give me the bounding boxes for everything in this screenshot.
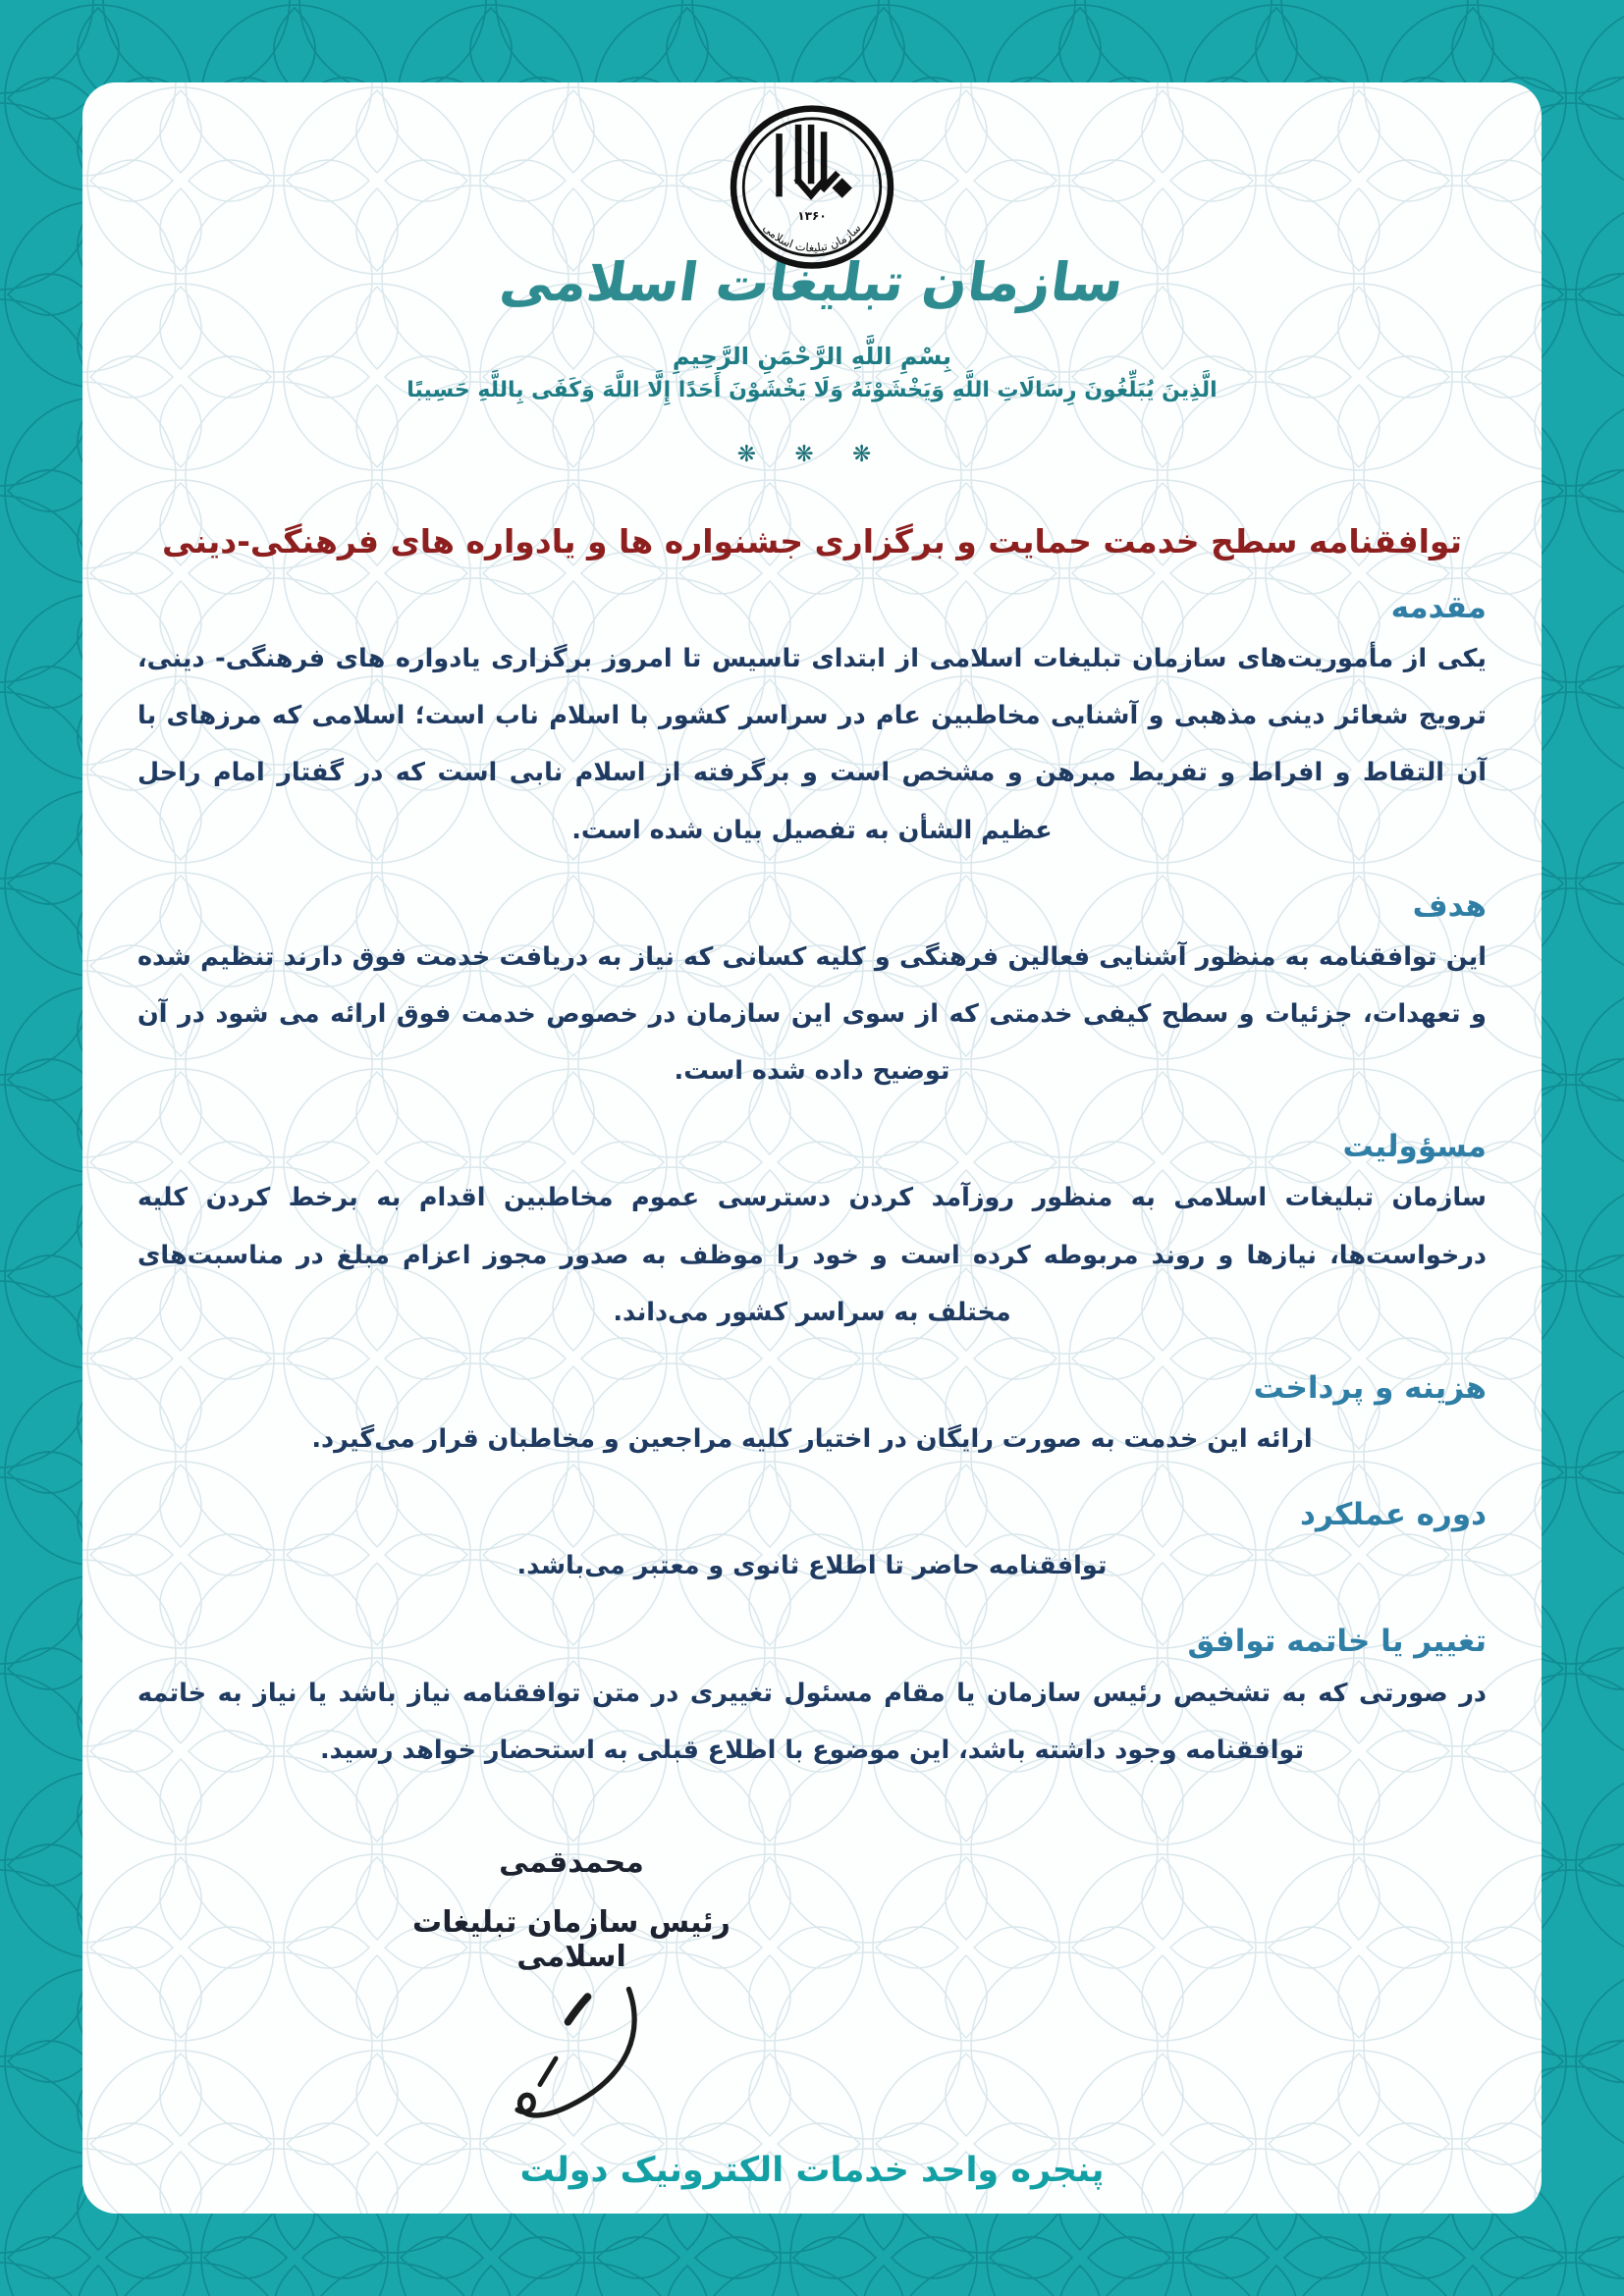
section-performance-period bbox=[137, 1497, 1487, 1594]
footer-text: پنجره واحد خدمات الکترونیک دولت bbox=[519, 2151, 1105, 2190]
section-introduction bbox=[137, 590, 1487, 859]
section-goal bbox=[137, 888, 1487, 1100]
section-body: ارائه این خدمت به صورت رایگان در اختیار کلیه مراجعین و مخاطبان قرار می‌گیرد. bbox=[311, 1424, 1313, 1454]
handwritten-signature-icon bbox=[440, 1978, 676, 2137]
document-title: توافقنامه سطح خدمت حمایت و برگزاری جشنواره ها و یادواره های فرهنگی-دینی bbox=[162, 522, 1462, 561]
signatory-role: رئیس سازمان تبلیغات اسلامی bbox=[412, 1904, 731, 1974]
section-heading: تغییر یا خاتمه توافق bbox=[1187, 1624, 1487, 1660]
section-body: این توافقنامه به منظور آشنایی فعالین فرهنگی و کلیه کسانی که نیاز به دریافت خدمت فوق دارند تنظیم شده و تعهدات، جزئیات و سطح کیفی خدمتی که از سوی این سازمان در خصوص خدمت فوق ارائه می شود در آن توضیح داده شده است. bbox=[137, 941, 1487, 1087]
section-cost-payment bbox=[137, 1370, 1487, 1468]
signature-block bbox=[355, 1845, 787, 2137]
logo-year: ۱۳۶۰ bbox=[797, 209, 827, 224]
separator-stars-icon: ❋ ❋ ❋ bbox=[736, 442, 888, 467]
document-card bbox=[82, 82, 1542, 2214]
section-body: توافقنامه حاضر تا اطلاع ثانوی و معتبر می‌باشد. bbox=[516, 1551, 1108, 1581]
signatory-name: محمدقمی bbox=[499, 1844, 644, 1880]
section-heading: هزینه و پرداخت bbox=[1253, 1369, 1487, 1406]
bismillah-text: بِسْمِ اللَّهِ الرَّحْمَنِ الرَّحِيمِ bbox=[672, 343, 952, 370]
document-content bbox=[82, 82, 1542, 2214]
section-body: در صورتی که به تشخیص رئیس سازمان یا مقام مسئول تغییری در متن توافقنامه نیاز باشد یا نیاز به خاتمه توافقنامه وجود داشته باشد، این موضوع با اطلاع قبلی به استحضار خواهد رسید. bbox=[137, 1678, 1487, 1765]
quran-verse: الَّذِينَ يُبَلِّغُونَ رِسَالَاتِ اللَّهِ وَيَخْشَوْنَهُ وَلَا يَخْشَوْنَ أَحَدًا إِلَّا اللَّهَ وَكَفَى بِاللَّهِ حَسِيبًا bbox=[406, 378, 1218, 402]
logo-emblem-icon bbox=[721, 96, 903, 293]
section-heading: مسؤولیت bbox=[1342, 1129, 1487, 1165]
organization-logo bbox=[721, 96, 903, 293]
logo-calligraphy: سازمان تبلیغات اسلامی bbox=[496, 251, 1128, 313]
section-body: سازمان تبلیغات اسلامی به منظور روزآمد کردن دسترسی عموم مخاطبین اقدام به برخط کردن کلیه درخواست‌ها، نیازها و روند مربوطه کرده است و خود را موظف به صدور مجوز اعزام مبلغ در مناسبت‌های مختلف به سراسر کشور می‌داند. bbox=[137, 1183, 1487, 1327]
svg-text:سازمان تبلیغات اسلامی bbox=[760, 221, 863, 254]
section-change-termination bbox=[137, 1624, 1487, 1778]
section-heading: مقدمه bbox=[1390, 590, 1487, 625]
section-responsibility bbox=[137, 1129, 1487, 1341]
section-body: یکی از مأموریت‌های سازمان تبلیغات اسلامی از ابتدای تاسیس تا امروز برگزاری یادواره های فرهنگی- دینی، ترویج شعائر دینی مذهبی و آشنایی مخاطبین عام در سراسر کشور با اسلام ناب است؛ اسلامی که مرزهای با آن التقاط و افراط و تفریط مبرهن و مشخص است و برگرفته از اسلام نابی است که در گفتار امام راحل عظیم الشأن به تفصیل بیان شده است. bbox=[137, 644, 1487, 845]
section-heading: هدف bbox=[1412, 887, 1487, 924]
logo-arc-text: سازمان تبلیغات اسلامی bbox=[760, 221, 864, 255]
section-heading: دوره عملکرد bbox=[1300, 1497, 1487, 1533]
